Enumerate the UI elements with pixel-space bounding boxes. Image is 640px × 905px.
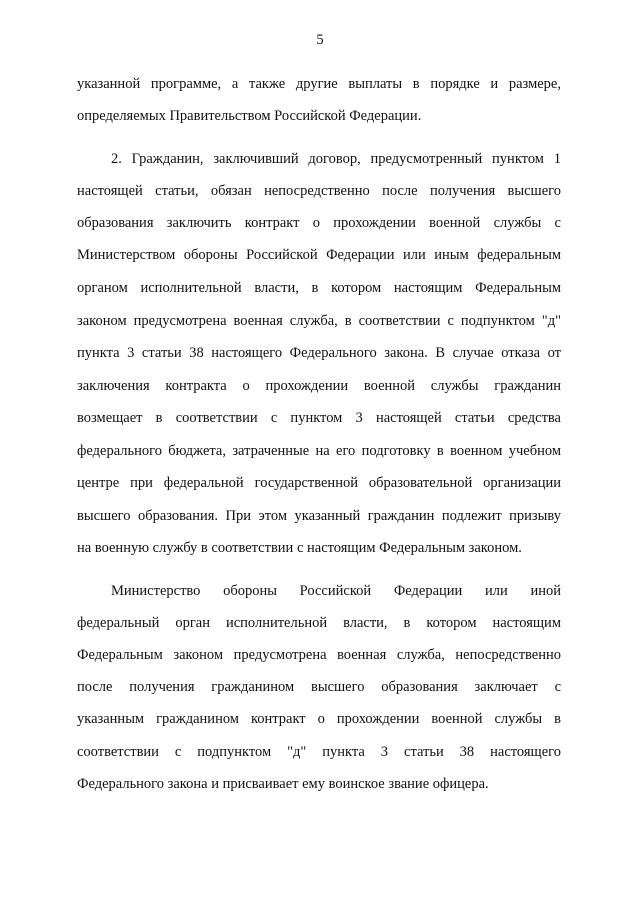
- text-line: законом предусмотрена военная служба, в соответствии с подпунктом "д": [77, 313, 561, 329]
- text-line: федеральный орган исполнительной власти, в котором настоящим: [77, 615, 561, 631]
- text-line: определяемых Правительством Российской Федерации.: [77, 108, 422, 124]
- text-line: Министерством обороны Российской Федерации или иным федеральным: [77, 247, 561, 263]
- text-line: 2. Гражданин, заключивший договор, предусмотренный пунктом 1: [111, 151, 561, 167]
- text-line: центре при федеральной государственной образовательной организации: [77, 475, 561, 491]
- text-line: Министерство обороны Российской Федерации или иной: [111, 583, 561, 599]
- text-line: настоящей статьи, обязан непосредственно после получения высшего: [77, 183, 561, 199]
- text-line: соответствии с подпунктом "д" пункта 3 статьи 38 настоящего: [77, 744, 561, 760]
- text-line: указанным гражданином контракт о прохождении военной службы в: [77, 711, 561, 727]
- text-line: указанной программе, а также другие выплаты в порядке и размере,: [77, 76, 561, 92]
- text-line: заключения контракта о прохождении военной службы гражданин: [77, 378, 561, 394]
- text-line: органом исполнительной власти, в котором настоящим Федеральным: [77, 280, 561, 296]
- text-line: Федерального закона и присваивает ему воинское звание офицера.: [77, 776, 489, 792]
- text-line: на военную службу в соответствии с настоящим Федеральным законом.: [77, 540, 522, 556]
- text-line: пункта 3 статьи 38 настоящего Федерального закона. В случае отказа от: [77, 345, 561, 361]
- text-line: федерального бюджета, затраченные на его подготовку в военном учебном: [77, 443, 561, 459]
- text-line: Федеральным законом предусмотрена военная служба, непосредственно: [77, 647, 561, 663]
- text-line: высшего образования. При этом указанный гражданин подлежит призыву: [77, 508, 561, 524]
- text-line: образования заключить контракт о прохождении военной службы с: [77, 215, 561, 231]
- page-number: 5: [316, 32, 324, 48]
- text-line: возмещает в соответствии с пунктом 3 настоящей статьи средства: [77, 410, 561, 426]
- text-line: после получения гражданином высшего образования заключает с: [77, 679, 561, 695]
